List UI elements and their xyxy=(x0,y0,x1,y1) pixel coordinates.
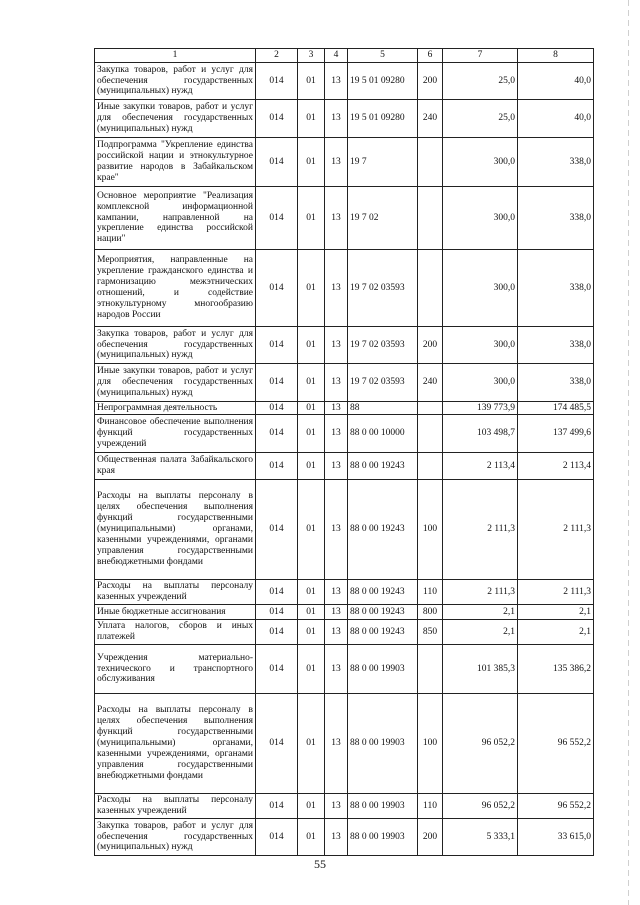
row-cell-c8: 2 113,4 xyxy=(518,453,594,480)
row-cell-c5: 88 0 00 19243 xyxy=(348,480,418,580)
row-cell-c8: 33 615,0 xyxy=(518,819,594,856)
row-cell-c3: 01 xyxy=(298,187,325,250)
row-cell-c8: 40,0 xyxy=(518,63,594,100)
row-cell-c2: 014 xyxy=(256,138,298,187)
row-cell-c7: 139 773,9 xyxy=(443,402,518,415)
row-cell-c3: 01 xyxy=(298,327,325,364)
row-cell-c6 xyxy=(418,402,443,415)
row-cell-c2: 014 xyxy=(256,250,298,327)
row-cell-c2: 014 xyxy=(256,480,298,580)
row-description: Закупка товаров, работ и услуг для обеспечения государственных (муниципальных) нужд xyxy=(95,327,256,364)
row-cell-c7: 300,0 xyxy=(443,364,518,402)
row-cell-c7: 5 333,1 xyxy=(443,819,518,856)
scan-edge xyxy=(628,0,629,905)
row-cell-c6: 200 xyxy=(418,63,443,100)
table-row xyxy=(95,327,594,364)
row-cell-c4: 13 xyxy=(325,138,348,187)
table-body xyxy=(95,49,594,856)
row-cell-c5: 19 5 01 09280 xyxy=(348,100,418,138)
row-cell-c2: 014 xyxy=(256,100,298,138)
row-cell-c8: 96 552,2 xyxy=(518,694,594,794)
row-cell-c6: 850 xyxy=(418,620,443,645)
row-cell-c2: 014 xyxy=(256,63,298,100)
row-cell-c3: 01 xyxy=(298,480,325,580)
row-cell-c8: 2 111,3 xyxy=(518,580,594,605)
table-row xyxy=(95,620,594,645)
row-cell-c2: 014 xyxy=(256,402,298,415)
row-cell-c5: 88 0 00 19243 xyxy=(348,620,418,645)
row-cell-c8: 2,1 xyxy=(518,605,594,620)
row-cell-c7: 2,1 xyxy=(443,620,518,645)
row-cell-c5: 88 0 00 19903 xyxy=(348,794,418,819)
row-cell-c8: 137 499,6 xyxy=(518,415,594,453)
row-cell-c6: 800 xyxy=(418,605,443,620)
row-cell-c5: 19 7 02 03593 xyxy=(348,327,418,364)
header-cell: 7 xyxy=(443,49,518,63)
row-cell-c2: 014 xyxy=(256,605,298,620)
row-cell-c2: 014 xyxy=(256,794,298,819)
row-cell-c6: 100 xyxy=(418,480,443,580)
header-cell: 6 xyxy=(418,49,443,63)
table-row xyxy=(95,402,594,415)
row-description: Основное мероприятие "Реализация комплексной информационной кампании, направленной на укрепление единства российской нации" xyxy=(95,187,256,250)
row-cell-c3: 01 xyxy=(298,364,325,402)
page-number: 55 xyxy=(314,857,326,871)
table-row xyxy=(95,794,594,819)
row-cell-c5: 88 0 00 19903 xyxy=(348,694,418,794)
row-cell-c5: 88 0 00 19243 xyxy=(348,453,418,480)
row-description: Подпрограмма "Укрепление единства российской нации и этнокультурное развитие народов в Забайкальском крае" xyxy=(95,138,256,187)
row-cell-c4: 13 xyxy=(325,453,348,480)
row-cell-c3: 01 xyxy=(298,250,325,327)
table-row xyxy=(95,645,594,694)
row-cell-c7: 300,0 xyxy=(443,327,518,364)
row-cell-c7: 96 052,2 xyxy=(443,794,518,819)
row-cell-c6 xyxy=(418,250,443,327)
table-row xyxy=(95,819,594,856)
row-cell-c8: 96 552,2 xyxy=(518,794,594,819)
row-cell-c5: 88 0 00 19243 xyxy=(348,580,418,605)
header-cell: 2 xyxy=(256,49,298,63)
header-cell: 8 xyxy=(518,49,594,63)
header-cell: 4 xyxy=(325,49,348,63)
row-cell-c5: 88 0 00 10000 xyxy=(348,415,418,453)
row-cell-c2: 014 xyxy=(256,415,298,453)
row-cell-c3: 01 xyxy=(298,63,325,100)
row-cell-c2: 014 xyxy=(256,187,298,250)
row-cell-c7: 96 052,2 xyxy=(443,694,518,794)
row-cell-c3: 01 xyxy=(298,138,325,187)
row-cell-c3: 01 xyxy=(298,605,325,620)
row-cell-c7: 103 498,7 xyxy=(443,415,518,453)
row-cell-c2: 014 xyxy=(256,819,298,856)
row-cell-c3: 01 xyxy=(298,453,325,480)
row-cell-c7: 101 385,3 xyxy=(443,645,518,694)
row-cell-c8: 40,0 xyxy=(518,100,594,138)
row-cell-c6: 100 xyxy=(418,694,443,794)
table-row xyxy=(95,187,594,250)
row-description: Расходы на выплаты персоналу казенных учреждений xyxy=(95,580,256,605)
table-row xyxy=(95,63,594,100)
row-cell-c2: 014 xyxy=(256,327,298,364)
row-description: Мероприятия, направленные на укрепление гражданского единства и гармонизацию межэтнических отношений, и содействие этнокультурному многообразию народов России xyxy=(95,250,256,327)
row-description: Иные бюджетные ассигнования xyxy=(95,605,256,620)
row-cell-c3: 01 xyxy=(298,415,325,453)
row-description: Иные закупки товаров, работ и услуг для обеспечения государственных (муниципальных) нужд xyxy=(95,364,256,402)
table-row xyxy=(95,415,594,453)
row-cell-c3: 01 xyxy=(298,402,325,415)
row-cell-c3: 01 xyxy=(298,794,325,819)
row-description: Расходы на выплаты персоналу в целях обеспечения выполнения функций государственными (муниципальными) органами, казенными учреждениями, органами управления государственными внебюджетными фондами xyxy=(95,480,256,580)
row-cell-c4: 13 xyxy=(325,480,348,580)
row-cell-c4: 13 xyxy=(325,620,348,645)
row-description: Закупка товаров, работ и услуг для обеспечения государственных (муниципальных) нужд xyxy=(95,63,256,100)
table-row xyxy=(95,453,594,480)
row-cell-c7: 2 113,4 xyxy=(443,453,518,480)
row-cell-c4: 13 xyxy=(325,580,348,605)
row-cell-c5: 88 0 00 19903 xyxy=(348,645,418,694)
header-cell: 1 xyxy=(95,49,256,63)
row-cell-c6: 110 xyxy=(418,794,443,819)
budget-table xyxy=(94,48,594,856)
row-cell-c4: 13 xyxy=(325,100,348,138)
row-cell-c6: 240 xyxy=(418,364,443,402)
row-cell-c2: 014 xyxy=(256,453,298,480)
row-cell-c6 xyxy=(418,138,443,187)
row-cell-c4: 13 xyxy=(325,415,348,453)
row-cell-c7: 25,0 xyxy=(443,100,518,138)
row-cell-c4: 13 xyxy=(325,402,348,415)
row-description: Учреждения материально-технического и транспортного обслуживания xyxy=(95,645,256,694)
row-cell-c3: 01 xyxy=(298,620,325,645)
row-cell-c3: 01 xyxy=(298,100,325,138)
row-cell-c3: 01 xyxy=(298,645,325,694)
row-cell-c6: 200 xyxy=(418,819,443,856)
row-cell-c2: 014 xyxy=(256,620,298,645)
row-description: Общественная палата Забайкальского края xyxy=(95,453,256,480)
row-description: Иные закупки товаров, работ и услуг для обеспечения государственных (муниципальных) нужд xyxy=(95,100,256,138)
header-cell: 5 xyxy=(348,49,418,63)
row-cell-c7: 2,1 xyxy=(443,605,518,620)
table-row xyxy=(95,605,594,620)
row-cell-c7: 25,0 xyxy=(443,63,518,100)
row-cell-c6: 240 xyxy=(418,100,443,138)
row-description: Расходы на выплаты персоналу казенных учреждений xyxy=(95,794,256,819)
row-cell-c5: 19 7 xyxy=(348,138,418,187)
table-row xyxy=(95,480,594,580)
table-row xyxy=(95,580,594,605)
header-cell: 3 xyxy=(298,49,325,63)
row-cell-c5: 19 7 02 xyxy=(348,187,418,250)
row-cell-c8: 2,1 xyxy=(518,620,594,645)
row-cell-c4: 13 xyxy=(325,364,348,402)
row-cell-c7: 2 111,3 xyxy=(443,580,518,605)
row-cell-c5: 19 5 01 09280 xyxy=(348,63,418,100)
row-cell-c4: 13 xyxy=(325,645,348,694)
row-description: Финансовое обеспечение выполнения функций государственных учреждений xyxy=(95,415,256,453)
row-cell-c2: 014 xyxy=(256,645,298,694)
row-cell-c7: 300,0 xyxy=(443,250,518,327)
row-cell-c8: 338,0 xyxy=(518,327,594,364)
row-cell-c4: 13 xyxy=(325,819,348,856)
row-cell-c6: 110 xyxy=(418,580,443,605)
row-cell-c4: 13 xyxy=(325,694,348,794)
table-row xyxy=(95,138,594,187)
row-cell-c5: 19 7 02 03593 xyxy=(348,364,418,402)
row-description: Непрограммная деятельность xyxy=(95,402,256,415)
table-header-row xyxy=(95,49,594,63)
table-row xyxy=(95,100,594,138)
row-cell-c8: 174 485,5 xyxy=(518,402,594,415)
row-description: Уплата налогов, сборов и иных платежей xyxy=(95,620,256,645)
row-cell-c4: 13 xyxy=(325,327,348,364)
row-cell-c7: 300,0 xyxy=(443,138,518,187)
table-row xyxy=(95,694,594,794)
row-cell-c6 xyxy=(418,187,443,250)
row-cell-c4: 13 xyxy=(325,63,348,100)
table-row xyxy=(95,364,594,402)
row-cell-c5: 19 7 02 03593 xyxy=(348,250,418,327)
table-row xyxy=(95,250,594,327)
row-cell-c8: 338,0 xyxy=(518,364,594,402)
row-cell-c6: 200 xyxy=(418,327,443,364)
row-cell-c7: 2 111,3 xyxy=(443,480,518,580)
row-cell-c3: 01 xyxy=(298,819,325,856)
row-cell-c5: 88 0 00 19903 xyxy=(348,819,418,856)
row-cell-c7: 300,0 xyxy=(443,187,518,250)
row-cell-c5: 88 0 00 19243 xyxy=(348,605,418,620)
row-cell-c2: 014 xyxy=(256,580,298,605)
row-cell-c8: 2 111,3 xyxy=(518,480,594,580)
row-cell-c4: 13 xyxy=(325,187,348,250)
row-cell-c5: 88 xyxy=(348,402,418,415)
row-cell-c4: 13 xyxy=(325,794,348,819)
row-cell-c2: 014 xyxy=(256,364,298,402)
row-cell-c8: 135 386,2 xyxy=(518,645,594,694)
row-cell-c4: 13 xyxy=(325,605,348,620)
row-cell-c6 xyxy=(418,645,443,694)
row-cell-c8: 338,0 xyxy=(518,138,594,187)
row-cell-c3: 01 xyxy=(298,580,325,605)
row-cell-c4: 13 xyxy=(325,250,348,327)
row-cell-c6 xyxy=(418,415,443,453)
row-description: Расходы на выплаты персоналу в целях обеспечения выполнения функций государственными (муниципальными) органами, казенными учреждениями, органами управления государственными внебюджетными фондами xyxy=(95,694,256,794)
row-cell-c6 xyxy=(418,453,443,480)
row-cell-c8: 338,0 xyxy=(518,187,594,250)
row-cell-c3: 01 xyxy=(298,694,325,794)
row-cell-c8: 338,0 xyxy=(518,250,594,327)
row-cell-c2: 014 xyxy=(256,694,298,794)
row-description: Закупка товаров, работ и услуг для обеспечения государственных (муниципальных) нужд xyxy=(95,819,256,856)
